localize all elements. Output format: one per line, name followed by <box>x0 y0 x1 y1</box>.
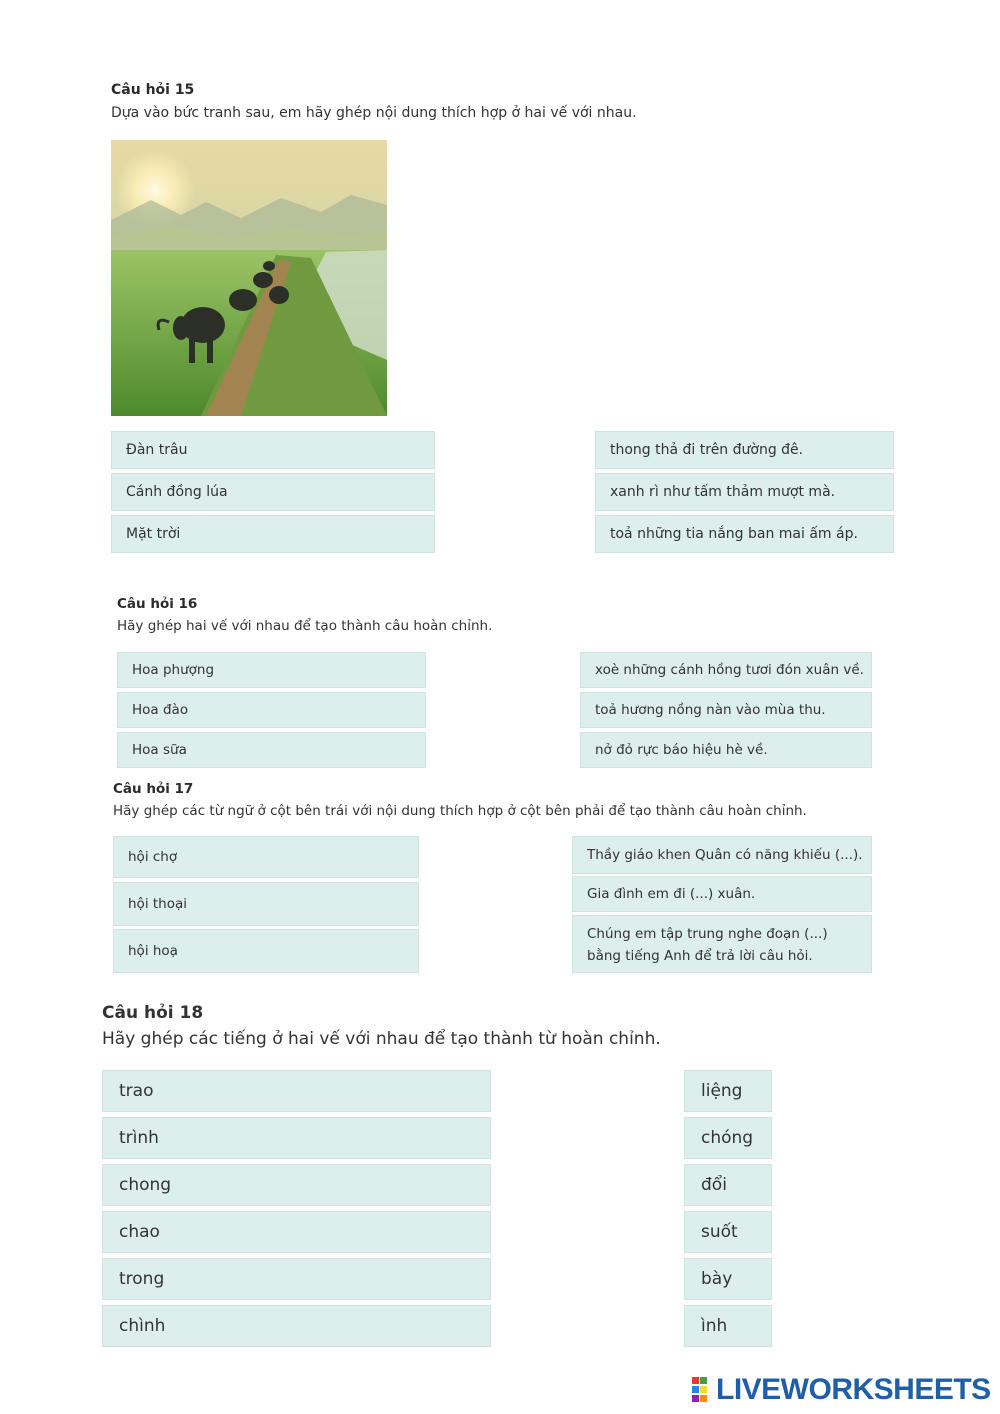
q15-left-item[interactable]: Cánh đồng lúa <box>111 473 435 511</box>
q16-right-item[interactable]: toả hương nồng nàn vào mùa thu. <box>580 692 872 728</box>
q16-instruction: Hãy ghép hai vế với nhau để tạo thành câu hoàn chỉnh. <box>117 618 493 634</box>
q18-left-item[interactable]: chình <box>102 1305 491 1347</box>
q17-left-item[interactable]: hội chợ <box>113 836 419 878</box>
liveworksheets-wordmark: LIVEWORKSHEETS <box>716 1373 991 1406</box>
q17-title: Câu hỏi 17 <box>113 781 194 797</box>
q17-right-item[interactable]: Gia đình em đi (...) xuân. <box>572 876 872 912</box>
q15-left-item[interactable]: Mặt trời <box>111 515 435 553</box>
q16-left-item[interactable]: Hoa đào <box>117 692 426 728</box>
q16-right-item[interactable]: xoè những cánh hồng tươi đón xuân về. <box>580 652 872 688</box>
q15-instruction: Dựa vào bức tranh sau, em hãy ghép nội dung thích hợp ở hai vế với nhau. <box>111 105 637 121</box>
q18-right-item[interactable]: bày <box>684 1258 772 1300</box>
q18-left-item[interactable]: trình <box>102 1117 491 1159</box>
q16-right-item[interactable]: nở đỏ rực báo hiệu hè về. <box>580 732 872 768</box>
q18-right-item[interactable]: liệng <box>684 1070 772 1112</box>
q17-left-item[interactable]: hội hoạ <box>113 929 419 973</box>
q18-left-item[interactable]: chao <box>102 1211 491 1253</box>
q18-left-item[interactable]: trao <box>102 1070 491 1112</box>
q18-right-item[interactable]: chóng <box>684 1117 772 1159</box>
q17-right-item[interactable]: Thầy giáo khen Quân có năng khiếu (...). <box>572 836 872 874</box>
liveworksheets-logo-icon <box>692 1377 716 1403</box>
q16-left-item[interactable]: Hoa sữa <box>117 732 426 768</box>
q15-right-item[interactable]: xanh rì như tấm thảm mượt mà. <box>595 473 894 511</box>
q16-left-item[interactable]: Hoa phượng <box>117 652 426 688</box>
q18-left-item[interactable]: trong <box>102 1258 491 1300</box>
q18-title: Câu hỏi 18 <box>102 1003 204 1023</box>
q17-instruction: Hãy ghép các từ ngữ ở cột bên trái với nội dung thích hợp ở cột bên phải để tạo thành câu hoàn chỉnh. <box>113 803 807 819</box>
q15-right-item[interactable]: toả những tia nắng ban mai ấm áp. <box>595 515 894 553</box>
q18-right-item[interactable]: đổi <box>684 1164 772 1206</box>
buffalo-landscape-image <box>111 140 387 416</box>
q17-right-item[interactable]: Chúng em tập trung nghe đoạn (...) bằng tiếng Anh để trả lời câu hỏi. <box>572 915 872 973</box>
q18-left-item[interactable]: chong <box>102 1164 491 1206</box>
q16-title: Câu hỏi 16 <box>117 596 198 612</box>
q18-right-item[interactable]: suốt <box>684 1211 772 1253</box>
q17-left-item[interactable]: hội thoại <box>113 882 419 926</box>
q18-instruction: Hãy ghép các tiếng ở hai vế với nhau để tạo thành từ hoàn chỉnh. <box>102 1029 661 1049</box>
q15-title: Câu hỏi 15 <box>111 82 195 98</box>
q15-right-item[interactable]: thong thả đi trên đường đê. <box>595 431 894 469</box>
liveworksheets-logo <box>692 1373 991 1407</box>
q18-right-item[interactable]: ình <box>684 1305 772 1347</box>
q15-left-item[interactable]: Đàn trâu <box>111 431 435 469</box>
